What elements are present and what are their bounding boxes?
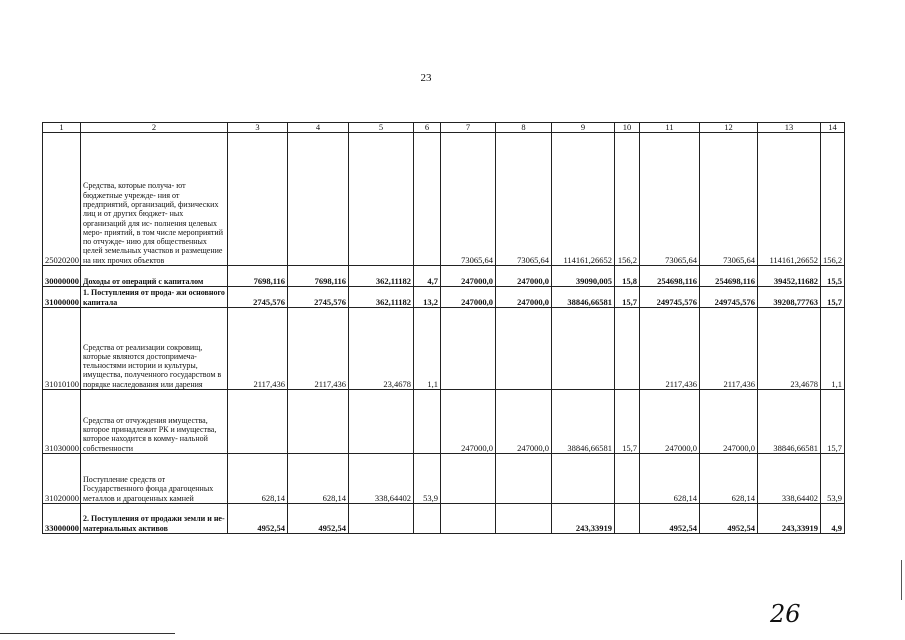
value-cell [552,454,615,504]
column-header: 12 [700,123,758,133]
value-cell: 39090,005 [552,266,615,287]
percent-cell: 15,8 [615,266,640,287]
percent-cell: 15,7 [821,287,845,308]
percent-cell: 4,9 [821,504,845,534]
value-cell: 247000,0 [496,287,552,308]
value-cell: 243,33919 [758,504,821,534]
table-row [43,454,845,504]
value-cell: 4952,54 [228,504,288,534]
percent-cell [615,308,640,390]
percent-cell: 15,7 [615,287,640,308]
value-cell: 362,11182 [349,266,414,287]
value-cell: 2117,436 [640,308,700,390]
value-cell: 38846,66581 [758,390,821,454]
value-cell [441,504,496,534]
budget-code-cell: 31000000 [43,287,81,308]
table-header-row [43,123,845,133]
value-cell: 38846,66581 [552,390,615,454]
percent-cell [414,504,441,534]
budget-code-cell: 31020000 [43,454,81,504]
column-header: 13 [758,123,821,133]
percent-cell: 15,5 [821,266,845,287]
value-cell: 338,64402 [758,454,821,504]
column-header: 6 [414,123,441,133]
footnote-divider [0,633,175,634]
value-cell: 249745,576 [700,287,758,308]
value-cell [552,308,615,390]
percent-cell: 156,2 [615,133,640,266]
value-cell: 362,11182 [349,287,414,308]
value-cell: 338,64402 [349,454,414,504]
value-cell: 2745,576 [288,287,349,308]
column-header: 14 [821,123,845,133]
value-cell: 254698,116 [640,266,700,287]
value-cell: 247000,0 [496,390,552,454]
value-cell: 39452,11682 [758,266,821,287]
value-cell: 2117,436 [700,308,758,390]
value-cell [288,133,349,266]
value-cell: 628,14 [228,454,288,504]
budget-code-cell: 30000000 [43,266,81,287]
column-header: 4 [288,123,349,133]
value-cell: 628,14 [288,454,349,504]
column-header: 2 [81,123,228,133]
value-cell: 247000,0 [441,266,496,287]
value-cell: 2745,576 [228,287,288,308]
value-cell: 73065,64 [640,133,700,266]
percent-cell: 53,9 [821,454,845,504]
value-cell: 23,4678 [349,308,414,390]
column-header: 9 [552,123,615,133]
item-name-cell: Средства, которые получа- ют бюджетные учрежде- ния от предприятий, организаций, физических лиц и от других бюджет- ных организаций для ис- полнения целевых меро- приятий, в том числе мероприятий по отчужде- нию для общественных целей земельных участков и размещение на них прочих объектов [81,133,228,266]
value-cell [441,308,496,390]
value-cell: 254698,116 [700,266,758,287]
value-cell: 628,14 [640,454,700,504]
percent-cell: 53,9 [414,454,441,504]
value-cell: 23,4678 [758,308,821,390]
value-cell: 247000,0 [640,390,700,454]
percent-cell [414,133,441,266]
item-name-cell: Поступление средств от Государственного фонда драгоценных металлов и драгоценных камней [81,454,228,504]
value-cell [496,454,552,504]
value-cell: 628,14 [700,454,758,504]
value-cell: 73065,64 [700,133,758,266]
item-name-cell: 2. Поступления от продажи земли и не- материальных активов [81,504,228,534]
table-row [43,133,845,266]
value-cell: 4952,54 [700,504,758,534]
column-header: 1 [43,123,81,133]
value-cell: 7698,116 [228,266,288,287]
value-cell: 247000,0 [496,266,552,287]
value-cell [228,133,288,266]
value-cell [349,504,414,534]
table-row [43,504,845,534]
budget-code-cell: 31010100 [43,308,81,390]
column-header: 5 [349,123,414,133]
value-cell: 7698,116 [288,266,349,287]
item-name-cell: 1. Поступления от прода- жи основного капитала [81,287,228,308]
value-cell: 247000,0 [441,390,496,454]
table-row [43,390,845,454]
percent-cell [615,454,640,504]
value-cell: 249745,576 [640,287,700,308]
column-header: 10 [615,123,640,133]
column-header: 7 [441,123,496,133]
column-header: 11 [640,123,700,133]
value-cell: 39208,77763 [758,287,821,308]
percent-cell [615,504,640,534]
value-cell [496,308,552,390]
value-cell [349,133,414,266]
value-cell: 4952,54 [640,504,700,534]
table-row [43,287,845,308]
percent-cell: 15,7 [615,390,640,454]
column-header: 3 [228,123,288,133]
scan-edge-mark [901,560,902,600]
value-cell: 2117,436 [288,308,349,390]
value-cell [288,390,349,454]
value-cell [228,390,288,454]
item-name-cell: Средства от реализации сокровищ, которые являются достопримеча- тельностями истории и культуры, имущества, полученного государством в порядке наследования или дарения [81,308,228,390]
value-cell: 247000,0 [441,287,496,308]
item-name-cell: Средства от отчуждения имущества, которое принадлежит РК и имущества, которое находится в комму- нальной собственности [81,390,228,454]
percent-cell: 156,2 [821,133,845,266]
value-cell: 73065,64 [496,133,552,266]
value-cell: 38846,66581 [552,287,615,308]
value-cell: 73065,64 [441,133,496,266]
column-header: 8 [496,123,552,133]
page-number: 23 [420,72,432,84]
value-cell: 2117,436 [228,308,288,390]
value-cell [496,504,552,534]
value-cell: 4952,54 [288,504,349,534]
percent-cell: 1,1 [414,308,441,390]
budget-code-cell: 31030000 [43,390,81,454]
percent-cell: 15,7 [821,390,845,454]
percent-cell: 1,1 [821,308,845,390]
percent-cell [414,390,441,454]
handwritten-page-mark: 26 [770,600,801,628]
value-cell: 247000,0 [700,390,758,454]
budget-code-cell: 33000000 [43,504,81,534]
value-cell: 114161,26652 [552,133,615,266]
value-cell [349,390,414,454]
value-cell [441,454,496,504]
budget-table [42,122,845,534]
percent-cell: 4,7 [414,266,441,287]
value-cell: 114161,26652 [758,133,821,266]
table-row [43,266,845,287]
table-row [43,308,845,390]
item-name-cell: Доходы от операций с капиталом [81,266,228,287]
value-cell: 243,33919 [552,504,615,534]
percent-cell: 13,2 [414,287,441,308]
budget-code-cell: 25020200 [43,133,81,266]
